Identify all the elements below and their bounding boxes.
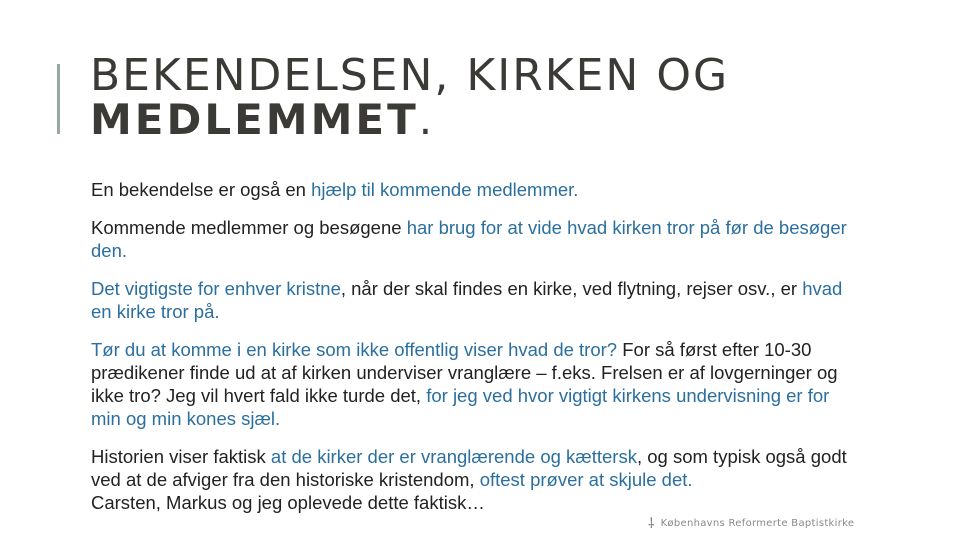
cross-icon: ⸸ [648,515,655,532]
paragraph-text: , og som typisk også godt ved at de afviger fra den historiske kristendom, [91,446,847,490]
paragraph-text: For så først efter 10-30 prædikener finde ud at af kirken underviser vranglære – f.eks. Frelsen er af lovgerninger og ikke tro? Jeg vil hvert fald ikke turde det, [91,339,838,406]
body-paragraph [91,178,851,201]
church-logo [648,512,854,534]
paragraph-text: Carsten, Markus og jeg oplevede dette faktisk… [91,492,485,513]
highlighted-text: hjælp til kommende medlemmer. [311,179,579,200]
body-paragraph [91,277,851,323]
title-accent-bar [57,64,60,134]
body-paragraph [91,216,851,262]
paragraph-text: Kommende medlemmer og besøgene [91,217,407,238]
logo-text: Københavns Reformerte Baptistkirke [660,517,855,529]
body-paragraph [91,491,851,514]
highlighted-text: Det vigtigste for enhver kristne [91,278,341,299]
title-word: MEDLEMMET [90,95,419,144]
paragraph-text: En bekendelse er også en [91,179,312,200]
title-dot: . [418,95,436,144]
highlighted-text: hvad en kirke tror på. [91,278,843,322]
title-line-1: BEKENDELSEN, KIRKEN OG [90,50,730,101]
body-paragraph [91,445,851,491]
body-paragraph [91,338,851,430]
paragraph-text: , når der skal findes en kirke, ved flytning, rejser osv., er [340,278,803,299]
highlighted-text: har brug for at vide hvad kirken tror på før de besøger den. [91,217,847,261]
title-line-2 [90,95,729,144]
highlighted-text: at de kirker der er vranglærende og kættersk [270,446,637,467]
highlighted-text: Tør du at komme i en kirke som ikke offentlig viser hvad de tror? [91,339,618,360]
slide-title [90,50,730,144]
highlighted-text: for jeg ved hvor vigtigt kirkens undervisning er for min og min kones sjæl. [91,385,830,429]
paragraph-text: Historien viser faktisk [91,446,271,467]
slide-body [91,178,851,529]
highlighted-text: oftest prøver at skjule det. [479,469,693,490]
